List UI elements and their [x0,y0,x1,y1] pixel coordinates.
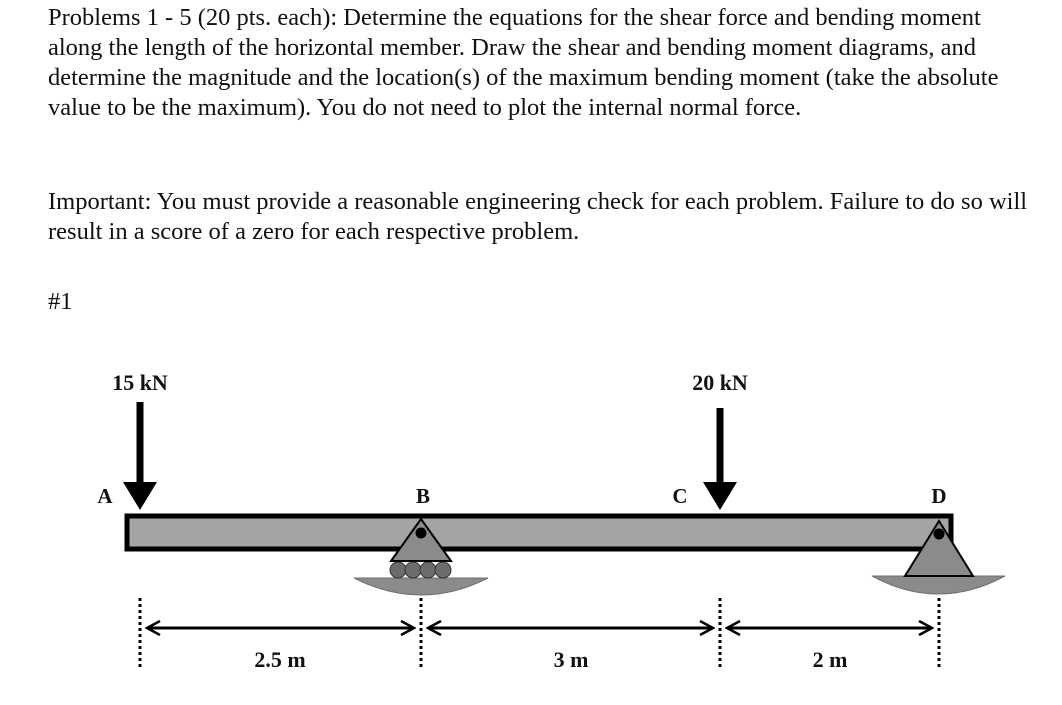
point-label-d: D [931,484,947,508]
point-label-c: C [672,484,688,508]
dimension-label-bc: 3 m [553,647,589,672]
load-arrow-15kn [123,402,157,510]
important-note: Important: You must provide a reasonable engineering check for each problem. Failure to do so will result in a score of a zero for each respective problem. [48,188,1028,245]
point-label-b: B [415,484,431,508]
beam [127,516,951,549]
problem-number: #1 [48,288,73,315]
load-label-20kn: 20 kN [692,370,748,395]
dimension-label-cd: 2 m [812,647,848,672]
problem-instructions: Problems 1 - 5 (20 pts. each): Determine the equations for the shear force and bending moment along the length of the horizontal member. Draw the shear and bending moment diagrams, and determine the magnitude and the location(s) of the maximum bending moment (take the absolute value to be the maximum). You do not need to plot the internal normal force. [48,4,999,121]
point-label-a: A [97,484,113,508]
load-label-15kn: 15 kN [112,370,168,395]
load-arrow-20kn [703,408,737,510]
dimension-label-ab: 2.5 m [254,647,306,672]
